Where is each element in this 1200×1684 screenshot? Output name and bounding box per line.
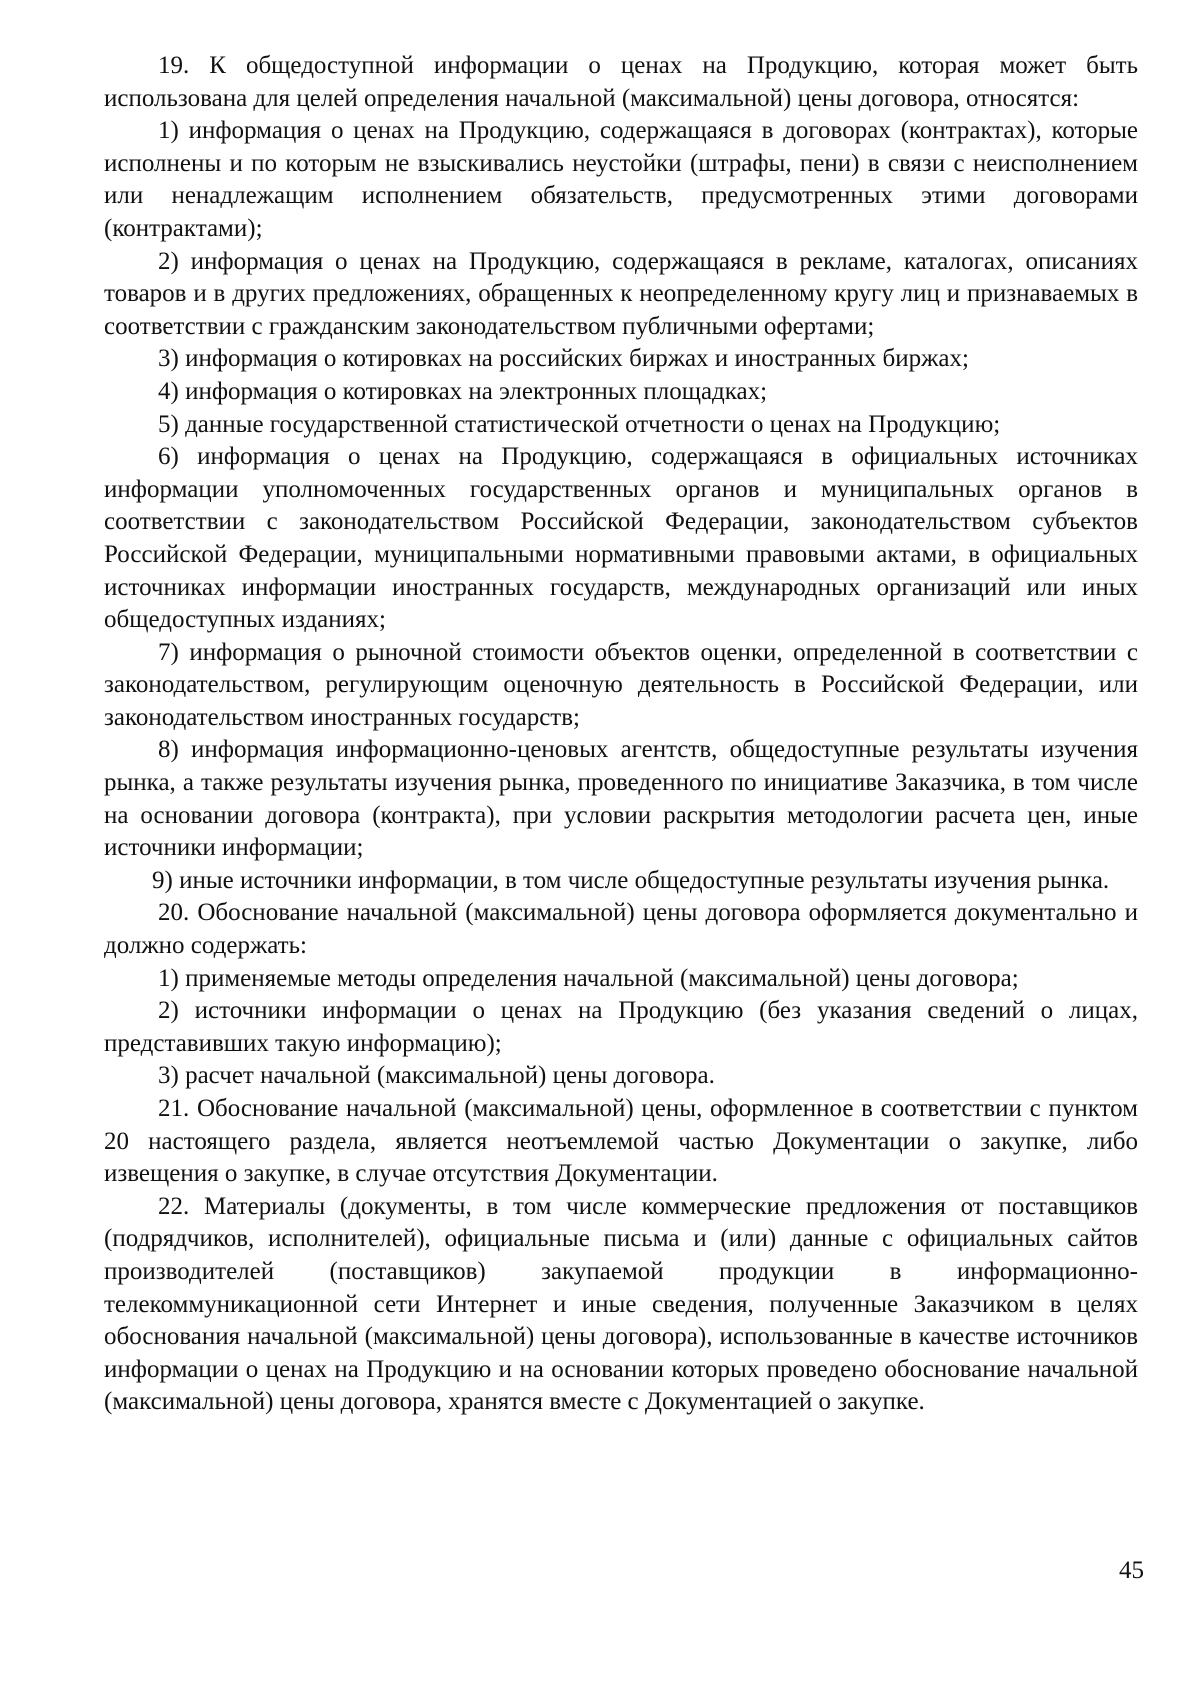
paragraph-19-item-2: 2) информация о ценах на Продукцию, содержащаяся в рекламе, каталогах, описаниях товаров и в других предложениях, обращенных к неопределенному кругу лиц и признаваемых в соответствии с гражданским законодательством публичными офертами; xyxy=(104,247,1138,340)
paragraph-19-item-1: 1) информация о ценах на Продукцию, содержащаяся в договорах (контрактах), которые исполнены и по которым не взыскивались неустойки (штрафы, пени) в связи с неисполнением или ненадлежащим исполнением обязательств, предусмотренных этими договорами (контрактами); xyxy=(104,117,1138,242)
paragraph-21: 21. Обоснование начальной (максимальной) цены, оформленное в соответствии с пунктом 20 настоящего раздела, является неотъемлемой частью Документации о закупке, либо извещения о закупке, в случае отсутствия Документации. xyxy=(104,1095,1138,1188)
paragraph-19-item-9: 9) иные источники информации, в том числе общедоступные результаты изучения рынка. xyxy=(152,866,1110,894)
document-body xyxy=(104,50,1138,1419)
paragraph-19-item-7: 7) информация о рыночной стоимости объектов оценки, определенной в соответствии с законодательством, регулирующим оценочную деятельность в Российской Федерации, или законодательством иностранных государств; xyxy=(104,638,1138,731)
paragraph-19: 19. К общедоступной информации о ценах на Продукцию, которая может быть использована для целей определения начальной (максимальной) цены договора, относятся: xyxy=(104,52,1138,112)
paragraph-19-item-4: 4) информация о котировках на электронных площадках; xyxy=(158,377,768,405)
paragraph-20-item-2: 2) источники информации о ценах на Продукцию (без указания сведений о лицах, представивших такую информацию); xyxy=(104,997,1138,1057)
page-number: 45 xyxy=(1119,1557,1144,1584)
paragraph-22: 22. Материалы (документы, в том числе коммерческие предложения от поставщиков (подрядчиков, исполнителей), официальные письма и (или) данные с официальных сайтов производителей (поставщиков) закупаемой продукции в информационно-телекоммуникационной сети Интернет и иные сведения, полученные Заказчиком в целях обоснования начальной (максимальной) цены договора), использованные в качестве источников информации о ценах на Продукцию и на основании которых проведено обоснование начальной (максимальной) цены договора, хранятся вместе с Документацией о закупке. xyxy=(104,1192,1138,1416)
paragraph-20-item-3: 3) расчет начальной (максимальной) цены договора. xyxy=(158,1062,715,1090)
paragraph-20: 20. Обоснование начальной (максимальной) цены договора оформляется документально и должно содержать: xyxy=(104,899,1138,960)
paragraph-19-item-3: 3) информация о котировках на российских биржах и иностранных биржах; xyxy=(158,345,969,373)
paragraph-19-item-8: 8) информация информационно-ценовых агентств, общедоступные результаты изучения рынка, а также результаты изучения рынка, проведенного по инициативе Заказчика, в том числе на основании договора (контракта), при условии раскрытия методологии расчета цен, иные источники информации; xyxy=(104,736,1138,862)
paragraph-19-item-5: 5) данные государственной статистической отчетности о ценах на Продукцию; xyxy=(158,410,1001,438)
paragraph-20-item-1: 1) применяемые методы определения начальной (максимальной) цены договора; xyxy=(158,964,1019,992)
paragraph-19-item-6: 6) информация о ценах на Продукцию, содержащаяся в официальных источниках информации уполномоченных государственных органов и муниципальных органов в соответствии с законодательством Российской Федерации, законодательством субъектов Российской Федерации, муниципальными нормативными правовыми актами, в официальных источниках информации иностранных государств, международных организаций или иных общедоступных изданиях; xyxy=(104,443,1138,634)
